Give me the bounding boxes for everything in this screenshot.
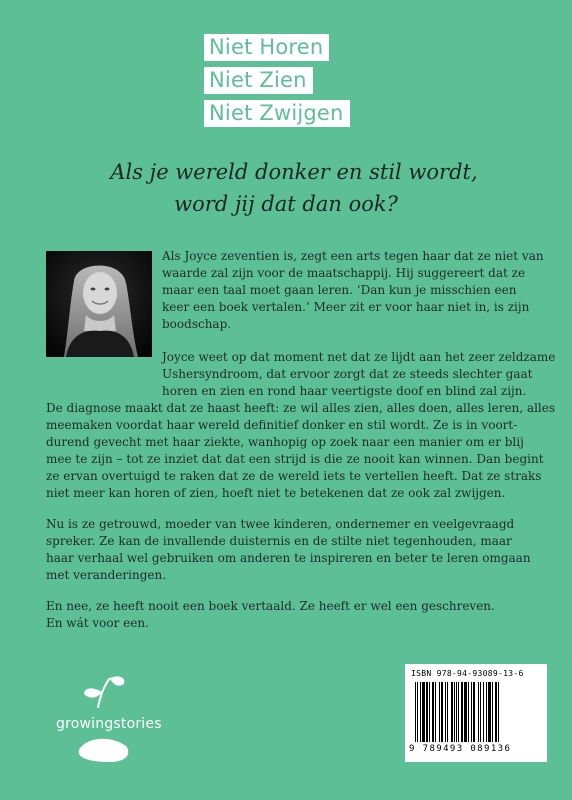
- text-line: niet meer kan horen of zien, hoeft niet te betekenen dat ze ook zal zwijgen.: [46, 486, 506, 500]
- text-line: spreker. Ze kan de invallende duisternis en de stilte niet tegenhouden, maar: [46, 534, 512, 548]
- publisher-name: growingstories: [56, 716, 162, 732]
- text-line: horen en zien en rond haar veertigste doof en blind zal zijn.: [162, 384, 527, 398]
- text-line: haar verhaal wel gebruiken om anderen te inspireren en beter te leren omgaan: [46, 551, 531, 565]
- author-portrait-image: [46, 251, 152, 357]
- text-line: Ushersyndroom, dat ervoor zorgt dat ze steeds slechter gaat: [162, 367, 533, 381]
- author-photo: [46, 251, 152, 357]
- text-line: mee te zijn – tot ze inziet dat dat een strijd is die ze nooit kan winnen. Dan begint: [46, 452, 544, 466]
- text-line: maar een taal moet gaan leren. ‘Dan kun je misschien een: [162, 283, 517, 297]
- blurb-paragraph-3: [46, 516, 531, 584]
- barcode-bars: [415, 682, 533, 742]
- barcode-digits: 9 789493 089136: [409, 744, 512, 754]
- text-line: durend gevecht met haar ziekte, wanhopig op zoek naar een manier om er blij: [46, 435, 524, 449]
- text-line: En wát voor een.: [46, 616, 149, 630]
- title-line-3: Niet Zwijgen: [204, 100, 350, 127]
- text-line: Joyce weet op dat moment net dat ze lijdt aan het zeer zeldzame: [162, 350, 556, 364]
- text-line: waarde zal zijn voor de maatschappij. Hij suggereert dat ze: [162, 266, 526, 280]
- text-line: meemaken voordat haar wereld definitief donker en stil wordt. Ze is in voort-: [46, 418, 518, 432]
- blurb-paragraph-2-top: [162, 349, 555, 383]
- text-line: boodschap.: [162, 317, 232, 331]
- text-line: Als Joyce zeventien is, zegt een arts tegen haar dat ze niet van: [162, 249, 544, 263]
- text-line: met veranderingen.: [46, 568, 167, 582]
- tagline-line-1: Als je wereld donker en stil wordt,: [110, 160, 478, 184]
- text-line: Nu is ze getrouwd, moeder van twee kinderen, ondernemer en veelgevraagd: [46, 517, 515, 531]
- tagline-line-2: word jij dat dan ook?: [174, 192, 398, 216]
- blurb-paragraph-1: [162, 248, 544, 333]
- title-line-2: Niet Zien: [204, 67, 313, 94]
- title-line-1: Niet Horen: [204, 34, 329, 61]
- text-line: ze ervan overtuigd te raken dat ze de wereld iets te vertellen heeft. Dat ze straks: [46, 469, 542, 483]
- isbn-barcode: [405, 664, 547, 762]
- text-line: De diagnose maakt dat ze haast heeft: ze wil alles zien, alles doen, alles leren, alles: [46, 401, 556, 415]
- blurb-paragraph-2-bottom: [46, 383, 555, 502]
- text-line: keer een boek vertalen.’ Meer zit er voor haar niet in, is zijn: [162, 300, 530, 314]
- isbn-label: ISBN 978-94-93089-13-6: [411, 669, 524, 678]
- text-line: En nee, ze heeft nooit een boek vertaald. Ze heeft er wel een geschreven.: [46, 599, 495, 613]
- blurb-paragraph-4: [46, 598, 495, 632]
